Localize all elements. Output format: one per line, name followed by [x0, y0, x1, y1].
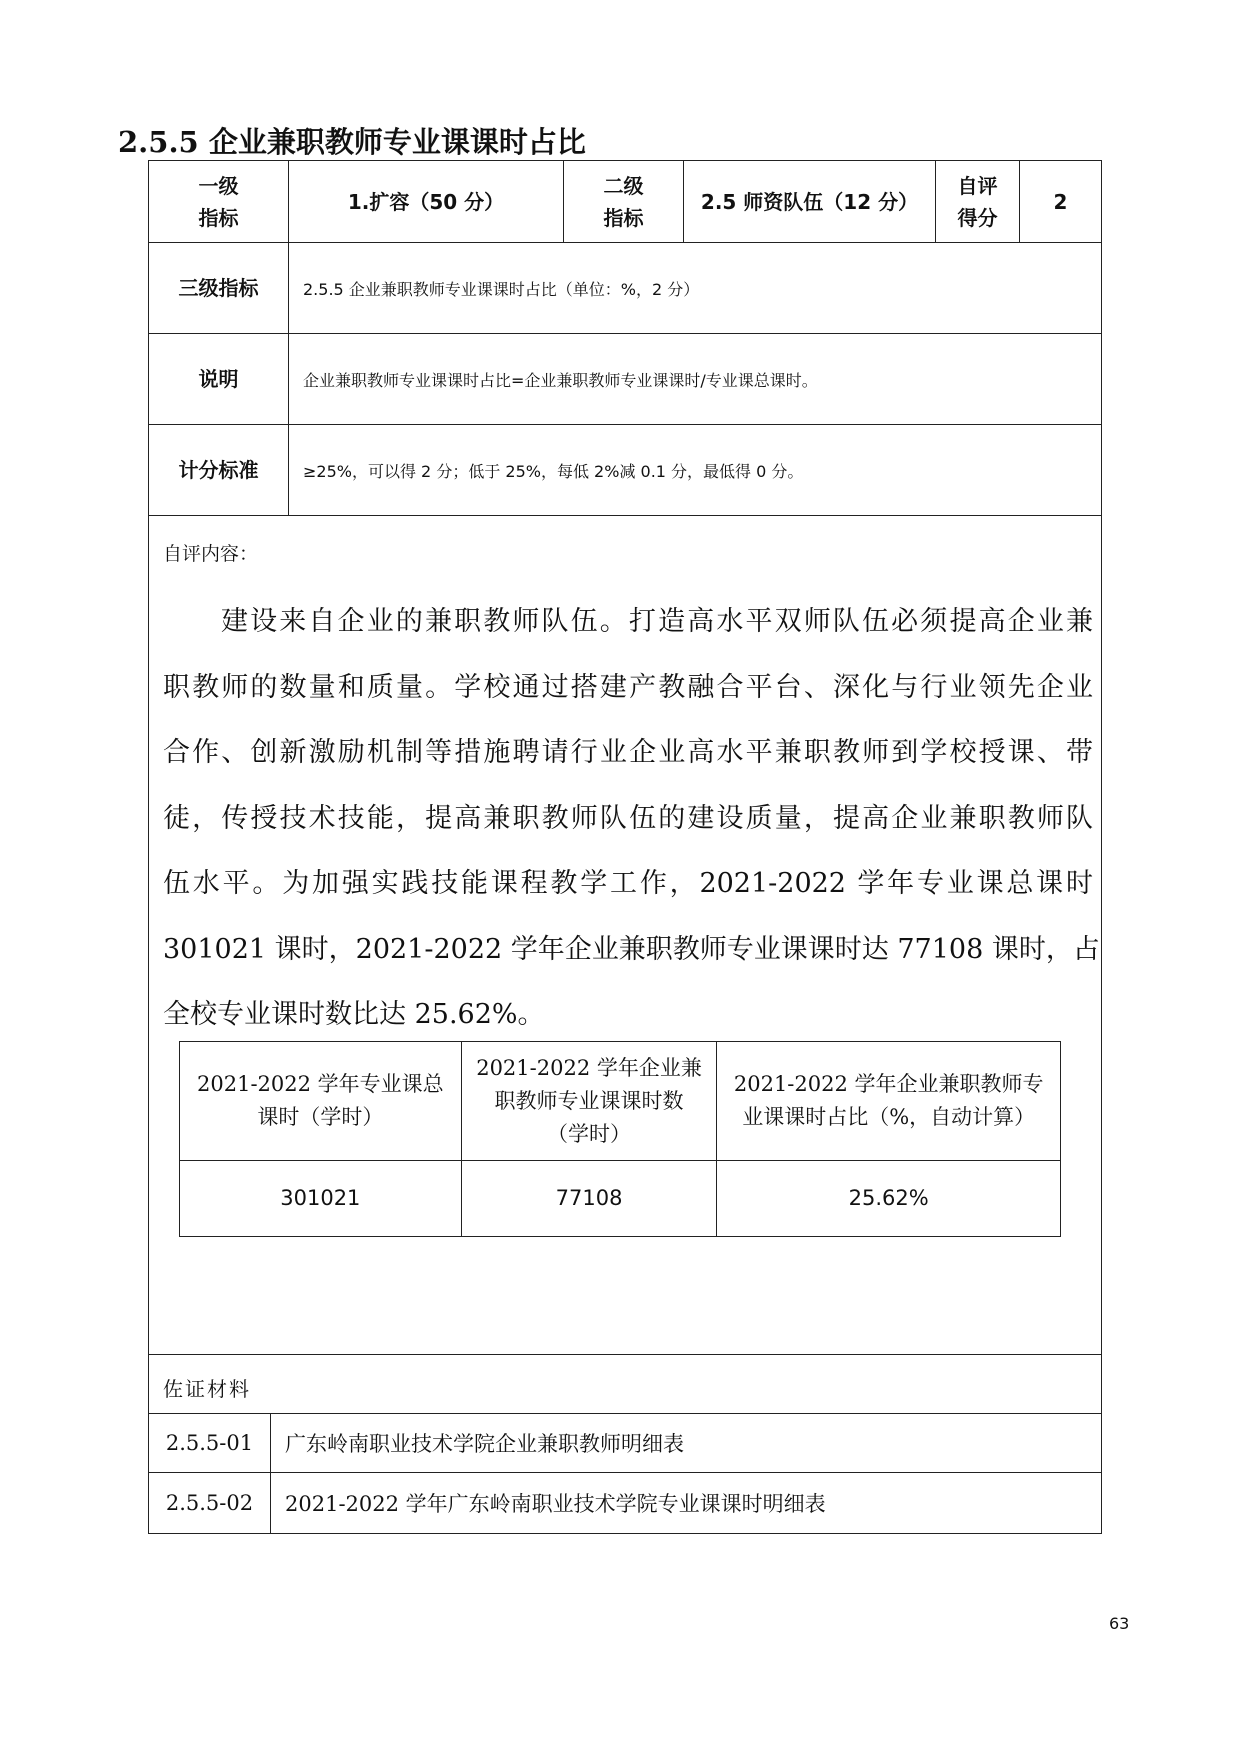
evidence-item [149, 1473, 1101, 1533]
evidence-header-row [149, 1354, 1101, 1414]
self-eval-line: 徒，传授技术技能，提高兼职教师队伍的建设质量，提高企业兼职教师队 [163, 802, 1093, 834]
header-row [149, 161, 1101, 243]
self-eval-line: 建设来自企业的兼职教师队伍。打造高水平双师队伍必须提高企业兼 [221, 606, 1093, 637]
level1-label: 一级 指标 [149, 161, 289, 242]
level1-value: 1.扩容（50 分） [289, 161, 564, 242]
page-heading: 2.5.5 企业兼职教师专业课课时占比 [118, 125, 586, 159]
level2-label: 二级 指标 [564, 161, 684, 242]
level3-row [149, 243, 1101, 334]
level2-value: 2.5 师资队伍（12 分） [684, 161, 936, 242]
evidence-title: 2021-2022 学年广东岭南职业技术学院专业课课时明细表 [285, 1492, 826, 1516]
indicator-form [148, 160, 1102, 1534]
self-eval-line: 301021 课时，2021-2022 学年企业兼职教师专业课课时达 77108 课时，占 [163, 933, 1100, 965]
stats-value-ratio: 25.62% [717, 1161, 1061, 1237]
description-value: 企业兼职教师专业课课时占比=企业兼职教师专业课课时/专业课总课时。 [303, 370, 818, 390]
evidence-code: 2.5.5-01 [149, 1414, 271, 1472]
page-number: 63 [1109, 1614, 1130, 1633]
scoring-label: 计分标准 [149, 425, 289, 515]
self-eval-line: 职教师的数量和质量。学校通过搭建产教融合平台、深化与行业领先企业 [163, 671, 1093, 703]
level3-label: 三级指标 [149, 243, 289, 333]
scoring-row [149, 425, 1101, 516]
evidence-item [149, 1414, 1101, 1473]
evidence-label: 佐证材料 [163, 1377, 251, 1401]
self-eval-text [163, 589, 1100, 1048]
evidence-title: 广东岭南职业技术学院企业兼职教师明细表 [285, 1432, 684, 1456]
self-eval-line: 伍水平。为加强实践技能课程教学工作，2021-2022 学年专业课总课时 [163, 868, 1093, 899]
description-row [149, 334, 1101, 425]
self-eval-label: 自评内容： [163, 543, 259, 565]
stats-value-total: 301021 [180, 1161, 462, 1237]
evidence-code: 2.5.5-02 [149, 1473, 271, 1533]
self-eval-line: 合作、创新激励机制等措施聘请行业企业高水平兼职教师到学校授课、带 [163, 737, 1093, 768]
stats-header-parttime: 2021-2022 学年企业兼职教师专业课课时数（学时） [461, 1042, 717, 1161]
self-score-label: 自评 得分 [936, 161, 1020, 242]
self-score-value: 2 [1053, 189, 1068, 214]
self-eval-line: 全校专业课时数比达 25.62%。 [163, 999, 545, 1030]
stats-header-total: 2021-2022 学年专业课总课时（学时） [180, 1042, 462, 1161]
scoring-value: ≥25%，可以得 2 分；低于 25%，每低 2%减 0.1 分，最低得 0 分。 [303, 461, 804, 481]
stats-header-ratio: 2021-2022 学年企业兼职教师专业课课时占比（%，自动计算） [717, 1042, 1061, 1161]
stats-table [179, 1041, 1061, 1237]
description-label: 说明 [149, 334, 289, 424]
stats-value-parttime: 77108 [461, 1161, 717, 1237]
level3-value: 2.5.5 企业兼职教师专业课课时占比（单位：%，2 分） [303, 279, 700, 299]
